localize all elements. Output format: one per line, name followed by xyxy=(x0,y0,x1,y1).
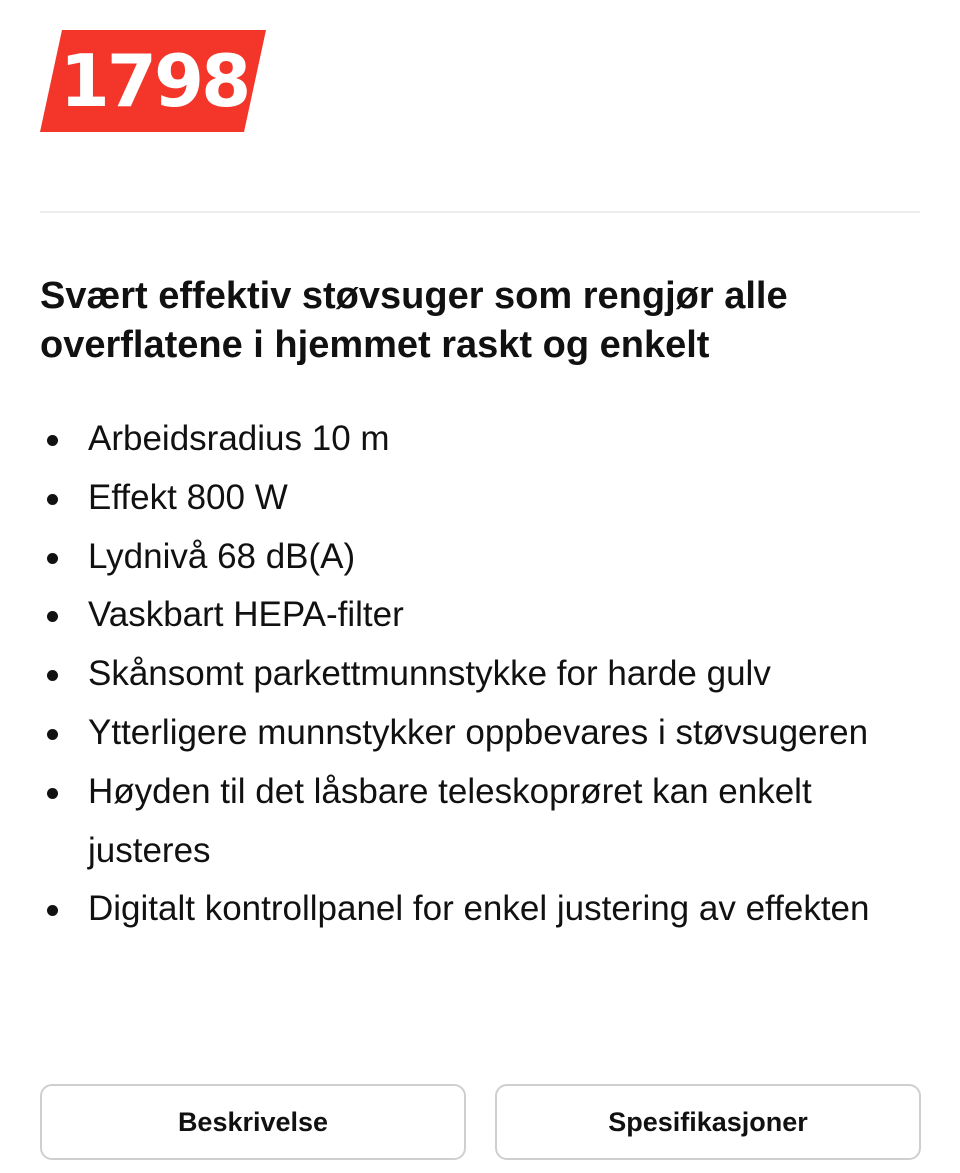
feature-item xyxy=(40,469,920,528)
feature-text: Effekt 800 W xyxy=(88,477,288,517)
tab-description[interactable]: Beskrivelse xyxy=(40,1084,466,1160)
product-headline: Svært effektiv støvsuger som rengjør alle overflatene i hjemmet raskt og enkelt xyxy=(40,275,788,366)
bullet-icon xyxy=(47,435,58,446)
feature-list xyxy=(40,410,920,939)
tab-specifications[interactable]: Spesifikasjoner xyxy=(495,1084,921,1160)
feature-text: Arbeidsradius 10 m xyxy=(88,419,390,458)
feature-text: Digitalt kontrollpanel for enkel justering av effekten xyxy=(88,889,870,929)
feature-item xyxy=(40,704,920,763)
bullet-icon xyxy=(47,670,58,681)
bullet-icon xyxy=(47,905,58,916)
feature-item xyxy=(40,528,920,587)
feature-item xyxy=(40,410,920,469)
bullet-icon xyxy=(47,788,58,799)
price-value: 1798 xyxy=(59,39,249,123)
feature-text: Vaskbart HEPA-filter xyxy=(88,595,404,635)
bullet-icon xyxy=(47,553,58,564)
feature-item xyxy=(40,880,920,939)
divider xyxy=(40,211,920,213)
bullet-icon xyxy=(47,729,58,740)
price-tag xyxy=(40,30,266,132)
feature-item xyxy=(40,645,920,704)
feature-item xyxy=(40,586,920,645)
bullet-icon xyxy=(47,611,58,622)
bullet-icon xyxy=(47,494,58,505)
feature-text: Ytterligere munnstykker oppbevares i støvsugeren xyxy=(88,712,869,752)
feature-text: Høyden til det låsbare teleskoprøret kan enkelt justeres xyxy=(88,771,812,870)
feature-text: Skånsomt parkettmunnstykke for harde gulv xyxy=(88,654,771,694)
feature-item xyxy=(40,763,920,881)
feature-text: Lydnivå 68 dB(A) xyxy=(88,536,356,576)
